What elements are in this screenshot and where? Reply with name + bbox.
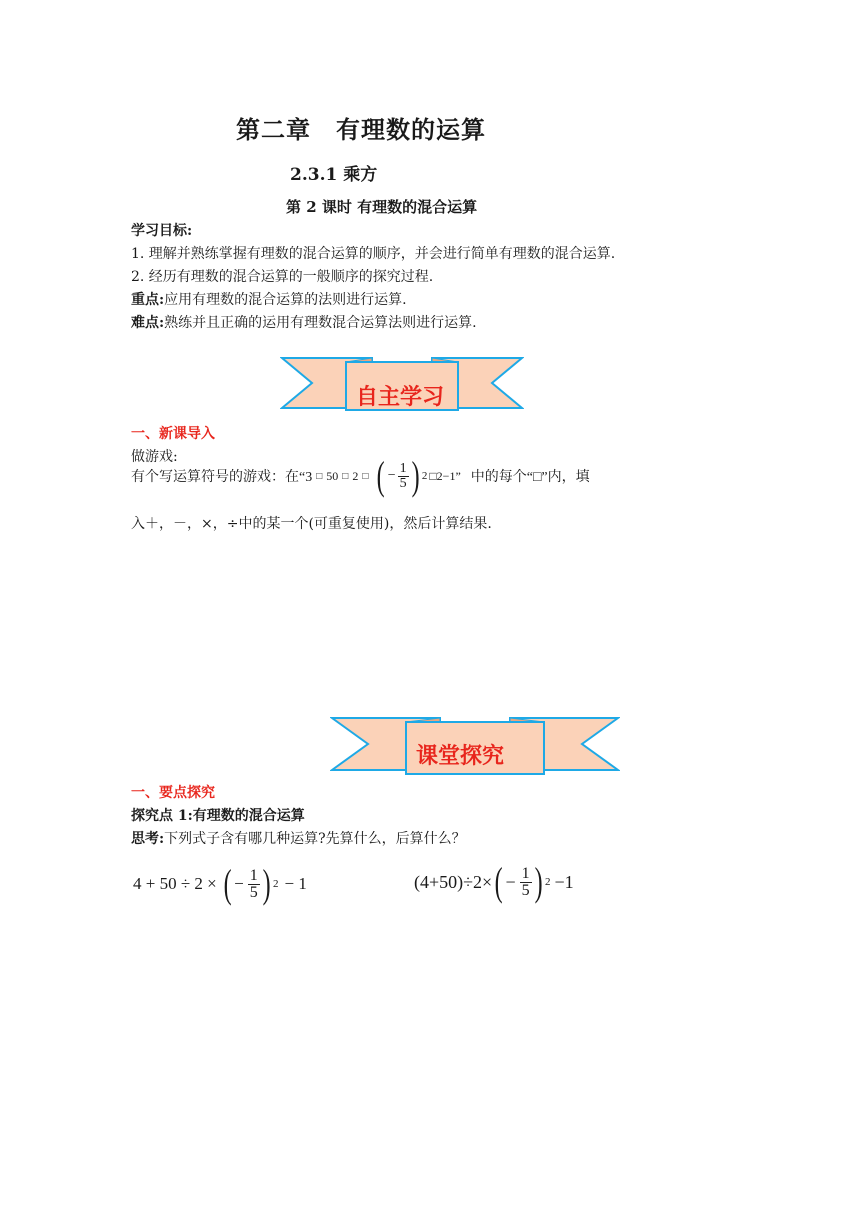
right-paren: ) bbox=[534, 859, 543, 904]
think-text: 下列式子含有哪几种运算?先算什么，后算什么？ bbox=[164, 831, 466, 847]
intro-line-1: 做游戏: bbox=[131, 449, 178, 465]
expression-2-tail: −1 bbox=[554, 871, 574, 892]
think-label: 思考: bbox=[131, 831, 165, 847]
fraction-denominator: 5 bbox=[399, 475, 407, 491]
explore-point-label: 探究点 1: bbox=[131, 808, 193, 824]
expression-1-tail: − 1 bbox=[284, 874, 307, 893]
expression-2 bbox=[414, 854, 574, 910]
fraction bbox=[398, 462, 409, 491]
objective-item: 2. 经历有理数的混合运算的一般顺序的探究过程. bbox=[131, 269, 434, 285]
difficulty-label: 难点: bbox=[131, 315, 165, 331]
think-question bbox=[131, 828, 466, 848]
left-paren: ( bbox=[223, 861, 232, 906]
key-point-text: 应用有理数的混合运算的法则进行运算. bbox=[164, 292, 407, 308]
fraction-sign: − bbox=[505, 871, 516, 892]
expr-number: 2 bbox=[352, 468, 359, 483]
exponent: 2 bbox=[544, 876, 551, 888]
blank-box: □ bbox=[362, 470, 369, 482]
right-paren: ) bbox=[262, 861, 271, 906]
fraction-sign: − bbox=[387, 468, 396, 483]
chapter-title: 第二章 有理数的运算 bbox=[236, 115, 486, 144]
expression-1 bbox=[133, 856, 307, 912]
fraction bbox=[248, 868, 260, 901]
intro-line-3: 入＋，－，×，÷中的某一个(可重复使用)，然后计算结果. bbox=[131, 516, 492, 532]
section-title: 2.3.1 乘方 bbox=[290, 165, 378, 185]
intro-line-2-suffix: 中的每个“□”内，填 bbox=[470, 470, 590, 485]
intro-heading: 一、新课导入 bbox=[131, 426, 215, 442]
expression-1-head: 4 + 50 ÷ 2 × bbox=[133, 874, 217, 893]
right-paren: ) bbox=[411, 453, 420, 498]
expr-number: 50 bbox=[326, 468, 339, 483]
explore-point bbox=[131, 805, 305, 825]
blank-box: □ bbox=[342, 470, 349, 482]
key-point-label: 重点: bbox=[131, 292, 165, 308]
difficulty-text: 熟练并且正确的运用有理数混合运算法则进行运算. bbox=[164, 315, 477, 331]
difficulty-point bbox=[131, 312, 477, 332]
explore-heading: 一、要点探究 bbox=[131, 785, 215, 801]
fraction-numerator: 1 bbox=[399, 460, 407, 476]
intro-line-2-prefix: 有个写运算符号的游戏：在“3 bbox=[131, 470, 313, 485]
explore-point-text: 有理数的混合运算 bbox=[192, 808, 305, 824]
fraction bbox=[520, 866, 532, 899]
objectives-heading: 学习目标: bbox=[131, 223, 193, 239]
fraction-denominator: 5 bbox=[249, 883, 258, 901]
expr-tail: □2−1” bbox=[429, 468, 461, 483]
intro-expression-line bbox=[131, 448, 590, 504]
objective-item: 1. 理解并熟练掌握有理数的混合运算的顺序，并会进行简单有理数的混合运算. bbox=[131, 246, 616, 262]
fraction-sign: − bbox=[234, 874, 244, 893]
left-paren: ( bbox=[377, 453, 386, 498]
banner-1-label: 自主学习 bbox=[356, 385, 445, 410]
fraction-numerator: 1 bbox=[249, 866, 258, 884]
left-paren: ( bbox=[494, 859, 503, 904]
key-point bbox=[131, 289, 407, 309]
fraction-denominator: 5 bbox=[521, 881, 530, 899]
banner-2-label: 课堂探究 bbox=[416, 744, 505, 769]
expression-2-head: (4+50)÷2× bbox=[414, 871, 493, 892]
lesson-title: 第 2 课时 有理数的混合运算 bbox=[286, 198, 478, 216]
exponent: 2 bbox=[421, 470, 428, 482]
blank-box: □ bbox=[316, 470, 323, 482]
exponent: 2 bbox=[273, 878, 279, 890]
fraction-numerator: 1 bbox=[521, 864, 530, 882]
